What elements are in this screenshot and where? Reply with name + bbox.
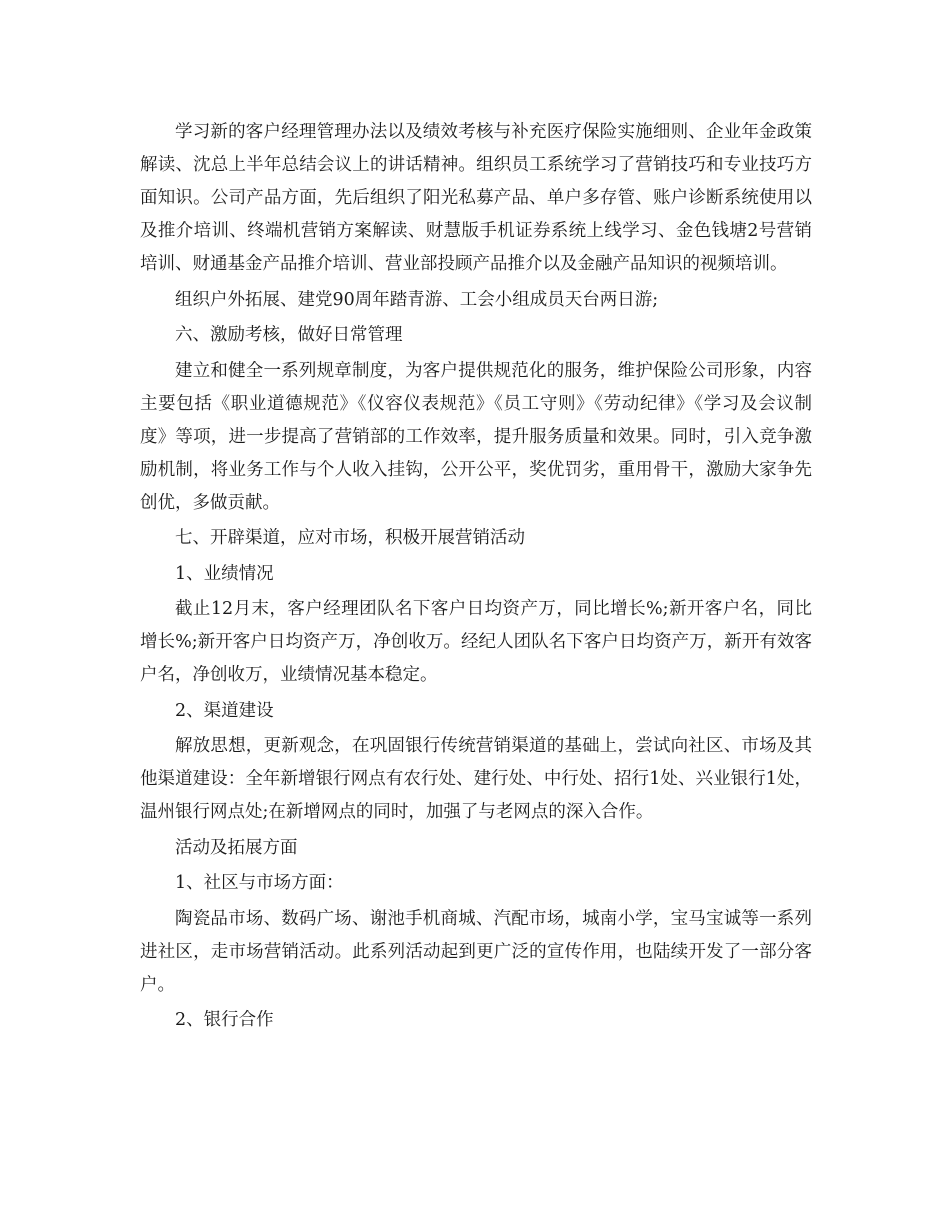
- subheading-activities: 活动及拓展方面: [175, 837, 298, 858]
- heading-section-six: 六、激励考核，做好日常管理: [175, 325, 403, 345]
- heading-section-seven: 七、开辟渠道，应对市场，积极开展营销活动: [175, 528, 525, 548]
- paragraph-rules-incentives: 建立和健全一系列规章制度，为客户提供规范化的服务，维护保险公司形象，内容主要包括《职业道德规范》《仪容仪表规范》《员工守则》《劳动纪律》《学习及会议制度》等项，进一步提高了营销部的工作效率，提升服务质量和效果。同时，引入竞争激励机制，将业务工作与个人收入挂钩，公开公平，奖优罚劣，重用骨干，激励大家争先创优，多做贡献。: [140, 360, 812, 513]
- paragraph-training: 学习新的客户经理管理办法以及绩效考核与补充医疗保险实施细则、企业年金政策解读、沈总上半年总结会议上的讲话精神。组织员工系统学习了营销技巧和专业技巧方面知识。公司产品方面，先后组织了阳光私募产品、单户多存管、账户诊断系统使用以及推介培训、终端机营销方案解读、财慧版手机证券系统上线学习、金色钱塘2号营销培训、财通基金产品推介培训、营业部投顾产品推介以及金融产品知识的视频培训。: [140, 122, 812, 274]
- paragraph-channel-building: 解放思想，更新观念，在巩固银行传统营销渠道的基础上，尝试向社区、市场及其他渠道建设：全年新增银行网点有农行处、建行处、中行处、招行1处、兴业银行1处，温州银行网点处;在新增网点的同时，加强了与老网点的深入合作。: [140, 736, 812, 822]
- subheading-channel-building: 2、渠道建设: [175, 700, 274, 721]
- subheading-performance: 1、业绩情况: [175, 563, 274, 584]
- document-body: [140, 116, 812, 1040]
- subheading-bank-cooperation: 2、银行合作: [175, 1010, 274, 1030]
- paragraph-performance: 截止12月末，客户经理团队名下客户日均资产万，同比增长%;新开客户名，同比增长%;新开客户日均资产万，净创收万。经纪人团队名下客户日均资产万，新开有效客户名，净创收万，业绩情况基本稳定。: [140, 599, 812, 685]
- paragraph-outdoor-activities: 组织户外拓展、建党90周年踏青游、工会小组成员天台两日游;: [175, 289, 659, 310]
- paragraph-community-market: 陶瓷品市场、数码广场、谢池手机商城、汽配市场，城南小学，宝马宝诚等一系列进社区，走市场营销活动。此系列活动起到更广泛的宣传作用，也陆续开发了一部分客户。: [140, 908, 812, 995]
- subheading-community-market: 1、社区与市场方面：: [175, 873, 344, 893]
